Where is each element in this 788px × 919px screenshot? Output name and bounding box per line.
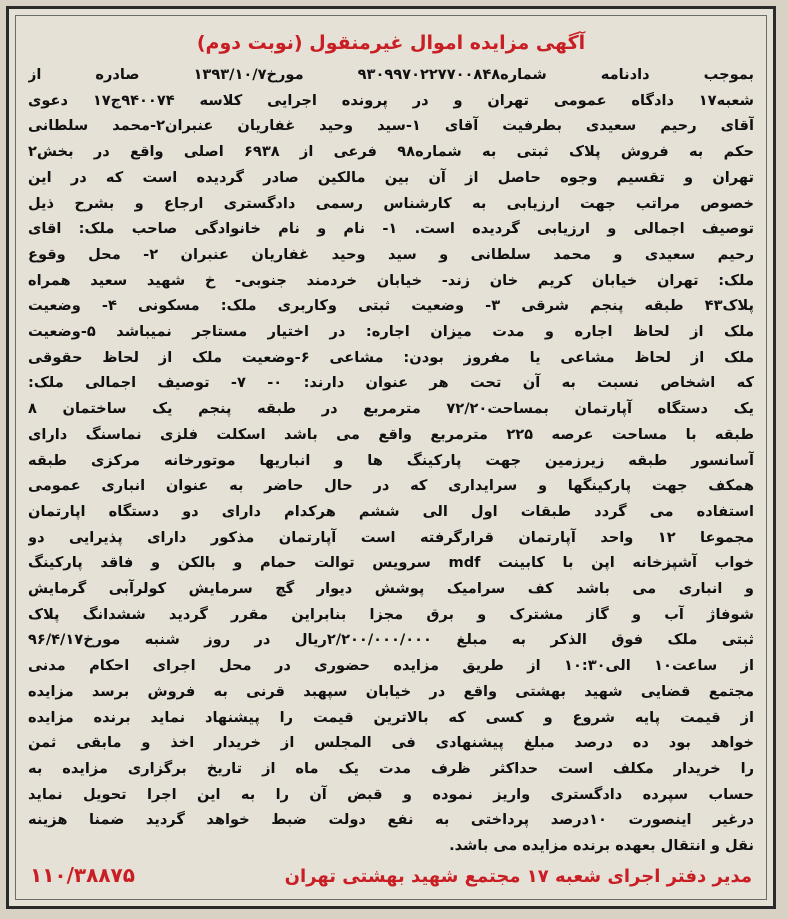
notice-body-line: خصوص مراتب جهت ارزیابی به کارشناس رسمی دادگستری ارجاع و بشرح ذیل bbox=[28, 194, 754, 212]
notice-body-line: حکم به فروش پلاک ثبتی به شماره۹۸ فرعی از ۶۹۳۸ اصلی واقع در بخش۲ bbox=[28, 143, 754, 161]
notice-footer bbox=[30, 863, 752, 887]
notice-signature: مدیر دفتر اجرای شعبه ۱۷ مجتمع شهید بهشتی تهران bbox=[284, 866, 752, 887]
notice-body-line: از ساعت۱۰ الی۱۰:۳۰ از طریق مزایده حضوری در محل اجرای احکام مدنی bbox=[28, 657, 754, 675]
notice-body-line: همکف جهت پارکینگها و سرایداری که در حال حاضر به عنوان انباری عمومی bbox=[28, 477, 754, 495]
notice-body-line: و انباری می باشد کف سرامیک پوشش دیوار گچ سرمایش کولرآبی گرمایش bbox=[28, 580, 754, 598]
notice-body-line: که اشخاص نسبت به آن تحت هر عنوان دارند: ۰- ۷- توصیف اجمالی ملک: bbox=[28, 374, 754, 392]
notice-body-line: ملک از لحاظ اجاره و مدت میزان اجاره: در اختیار مستاجر نمیباشد ۵-وضعیت bbox=[28, 323, 754, 341]
notice-body-line: یک دستگاه آپارتمان بمساحت۷۲/۲۰ مترمربع در طبقه پنجم یک ساختمان ۸ bbox=[28, 400, 754, 418]
notice-title: آگهی مزایده اموال غیرمنقول (نوبت دوم) bbox=[196, 32, 586, 54]
notice-body-line: تهران و تقسیم وجوه حاصل از آن بین مالکین صادر گردیده است که در این bbox=[28, 168, 754, 186]
notice-body-line: آقای رحیم سعیدی بطرفیت آقای ۱-سید وحید غفاریان عنبران۲-محمد سلطانی bbox=[28, 117, 754, 135]
notice-body-line: توصیف اجمالی و ارزیابی گردیده است. ۱- نام و نام خانوادگی صاحب ملک: اقای bbox=[28, 220, 754, 238]
notice-body-line: آسانسور طبقه زیرزمین جهت پارکینگ ها و انباریها موتورخانه مرکزی طبقه bbox=[28, 451, 754, 469]
notice-frame bbox=[6, 6, 776, 909]
notice-body-line: استفاده می گردد طبقات اول الی ششم هرکدام دارای دو دستگاه اپارتمان bbox=[28, 502, 754, 520]
notice-body-line: از قیمت پایه شروع و کسی که بالاترین قیمت را پیشنهاد نماید برنده مزایده bbox=[28, 708, 754, 726]
notice-body-line: ثبتی ملک فوق الذکر به مبلغ ۲/۲۰۰/۰۰۰/۰۰۰ریال در روز شنبه مورخ۹۶/۴/۱۷ bbox=[28, 631, 754, 649]
notice-body-line: طبقه با مساحت عرصه ۲۲۵ مترمربع واقع می باشد اسکلت فلزی نماسنگ دارای bbox=[28, 425, 754, 443]
notice-body-line: مجتمع قضایی شهید بهشتی واقع در خیابان سپهبد قرنی به فروش برسد مزایده bbox=[28, 682, 754, 700]
notice-body-line: خواب آشپزخانه اپن با کابینت mdf سرویس توالت حمام و بالکن و فاقد پارکینگ bbox=[28, 554, 754, 572]
notice-body-line: رحیم سعیدی و محمد سلطانی و سید وحید غفاریان عنبران ۲- محل وقوع bbox=[28, 245, 754, 263]
notice-body-line: خواهد بود ده درصد مبلغ پیشنهادی فی المجلس از خریدار اخذ و مابقی ثمن bbox=[28, 734, 754, 752]
notice-body-line: را خریدار مکلف است حداکثر ظرف مدت یک ماه از تاریخ برگزاری مزایده به bbox=[28, 759, 754, 777]
notice-inner-border bbox=[15, 15, 767, 900]
notice-body-line: حساب سپرده دادگستری واریز نموده و قبض آن را به این اجرا تحویل نماید bbox=[28, 785, 754, 803]
notice-body-line: ملک از لحاظ مشاعی یا مفروز بودن: مشاعی ۶-وضعیت ملک از لحاظ حقوقی bbox=[28, 348, 754, 366]
notice-body-line: مجموعا ۱۲ واحد آپارتمان قرارگرفته است آپارتمان مذکور دارای پذیرایی دو bbox=[28, 528, 754, 546]
notice-body-line: شوفاژ آب و گاز مشترک و برق مجزا بنابراین مقرر گردید ششدانگ پلاک bbox=[28, 605, 754, 623]
notice-body-line: بموجب دادنامه شماره۹۳۰۹۹۷۰۲۲۷۷۰۰۸۴۸ مورخ۱۳۹۳/۱۰/۷ صادره از bbox=[28, 66, 754, 83]
notice-body-line: شعبه۱۷ دادگاه عمومی تهران و در پرونده اجرایی کلاسه ۹۴۰۰۷۴ج۱۷ دعوی bbox=[28, 91, 754, 109]
notice-body-line: نقل و انتقال بعهده برنده مزایده می باشد. bbox=[449, 837, 754, 855]
notice-body bbox=[28, 62, 754, 859]
notice-body-line: پلاک۴۳ طبقه پنجم شرقی ۳- وضعیت ثبتی وکاربری ملک: مسکونی ۴- وضعیت bbox=[28, 297, 754, 315]
notice-reference-number: ۱۱۰/۳۸۸۷۵ bbox=[30, 863, 135, 887]
notice-body-line: ملک: تهران خیابان کریم خان زند- خیابان خردمند جنوبی- خ شهید سعید همراه bbox=[28, 271, 754, 289]
notice-body-line: درغیر اینصورت ۱۰درصد پرداختی به نفع دولت ضبط خواهد گردید ضمنا هزینه bbox=[28, 811, 754, 829]
